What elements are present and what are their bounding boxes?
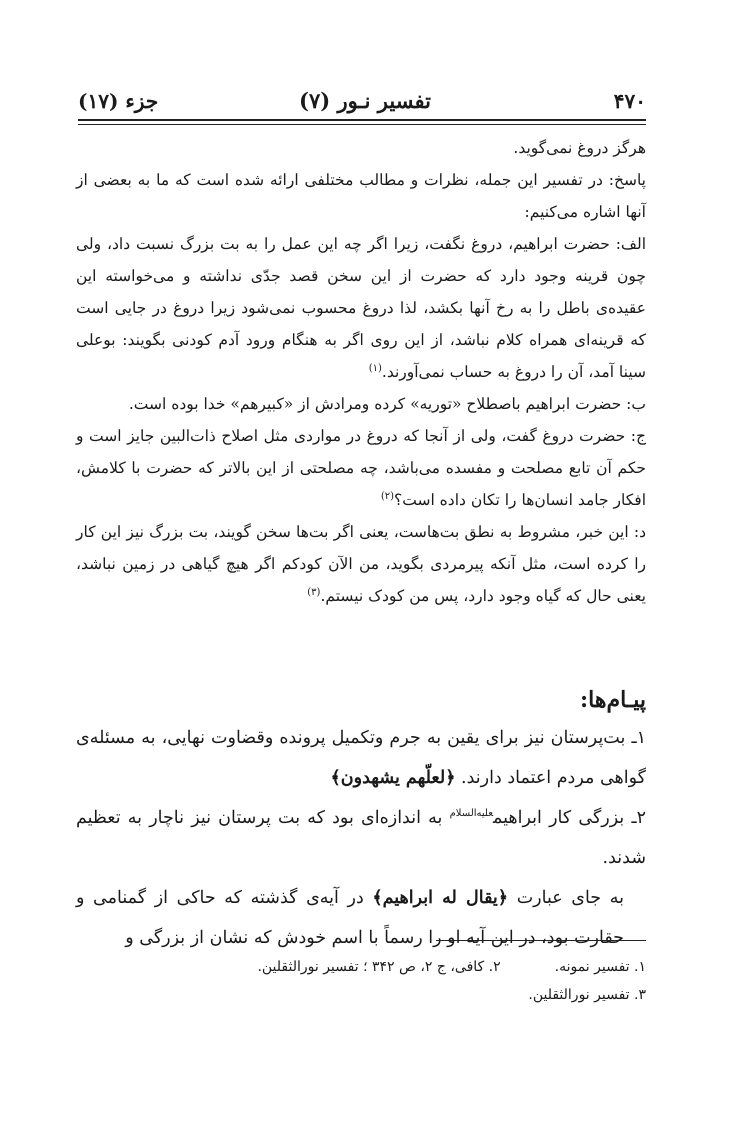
message-2-text-c1: به جای عبارت bbox=[516, 888, 624, 908]
jim-text: ج: حضرت دروغ گفت، ولی از آنجا که دروغ در مواردی مثل اصلاح ذات‌البین جایز است و حکم آن تابع مصلحت و مفسده می‌باشد، چه مصلحتی از این بالاتر که حضرت با کلامش، افکار جامد انسان‌ها را تکان داده است؟ bbox=[76, 427, 646, 509]
alef-text: الف: حضرت ابراهیم، دروغ نگفت، زیرا اگر چه این عمل را به بت بزرگ نسبت داد، ولی چون قرینه وجود دارد که حضرت از این سخن قصد جدّی نداشته و می‌خواسته این عقیده‌ی باطل را به رخ آنها بکشد، لذا دروغ محسوب نمی‌شود زیرا دروغ در جایی است که قرینه‌ای همراه کلام نباشد، از این روی اگر به هنگام ورود آدم کودنی بگویند: بوعلی سینا آمد، آن را دروغ به حساب نمی‌آورند. bbox=[76, 235, 646, 381]
header-rule-thin bbox=[78, 124, 646, 125]
part-label: جزء (۱۷) bbox=[78, 89, 159, 113]
footnote-line-1 bbox=[76, 954, 646, 980]
book-title: تفسیر نـور (۷) bbox=[299, 88, 431, 113]
dal-text: د: این خبر، مشروط به نطق بت‌هاست، یعنی اگر بت‌ها سخن گویند، بت بزرگ نیز این کار را کرده است، مثل آنکه پیرمردی بگوید، من الآن کودکم اگر هیچ گیاهی در زمین نباشد، یعنی حال که گیاه وجود دارد، پس من کودک نیستم. bbox=[76, 523, 646, 605]
honorific-sign: علیه‌السلام bbox=[449, 808, 494, 820]
messages-list bbox=[76, 718, 646, 958]
message-2-text-c2: در آیه‌ی گذشته که حاکی از گمنامی و حقارت بود، در این آیه او را رسماً با اسم خودش که نشان از بزرگی و bbox=[76, 888, 624, 948]
commentary-body bbox=[76, 132, 646, 612]
paragraph-answer: پاسخ: در تفسیر این جمله، نظرات و مطالب مختلفی ارائه شده است که ما به بعضی از آنها اشاره می‌کنیم: bbox=[76, 171, 646, 221]
footnote-ref-1: (۱) bbox=[368, 362, 382, 374]
message-2-text-b: به اندازه‌ای بود که بت پرستان نیز ناچار به تعظیم شدند. bbox=[76, 808, 646, 868]
footnote-1: ۱. تفسیر نمونه. bbox=[554, 959, 646, 975]
footnote-2: ۲. کافی، ج ۲، ص ۳۴۲ ؛ تفسیر نورالثقلین. bbox=[257, 959, 501, 975]
footnote-rule bbox=[436, 940, 646, 941]
message-2 bbox=[76, 798, 646, 878]
page-number: ۴۷۰ bbox=[613, 89, 646, 113]
message-2-continued bbox=[76, 878, 646, 958]
footnote-line-2 bbox=[76, 982, 646, 1008]
message-1 bbox=[76, 718, 646, 798]
header-rule-thick bbox=[78, 119, 646, 121]
footnote-3: ۳. تفسیر نورالثقلین. bbox=[528, 987, 646, 1003]
paragraph-be: ب: حضرت ابراهیم باصطلاح «توریه» کرده ومرادش از «کبیرهم» خدا بوده است. bbox=[128, 395, 646, 413]
messages-heading: پیـام‌ها: bbox=[580, 687, 646, 713]
paragraph-intro: هرگز دروغ نمی‌گوید. bbox=[513, 139, 646, 157]
footnote-ref-3: (۳) bbox=[307, 586, 321, 598]
footnote-ref-2: (۲) bbox=[380, 490, 395, 502]
paragraph-jim bbox=[76, 420, 646, 516]
paragraph-dal bbox=[76, 516, 646, 612]
message-1-text: ۱ـ بت‌پرستان نیز برای یقین به جرم وتکمیل پرونده وقضاوت نهایی، به مسئله‌ی گواهی مردم اعتماد دارند. bbox=[76, 728, 646, 788]
quran-quote-1: ﴿لعلّهم یشهدون﴾ bbox=[330, 768, 456, 788]
message-2-text-a: ۲ـ بزرگی کار ابراهیم bbox=[493, 808, 646, 828]
quran-quote-2: ﴿یقال له ابراهیم﴾ bbox=[372, 888, 509, 908]
paragraph-alef bbox=[76, 228, 646, 388]
